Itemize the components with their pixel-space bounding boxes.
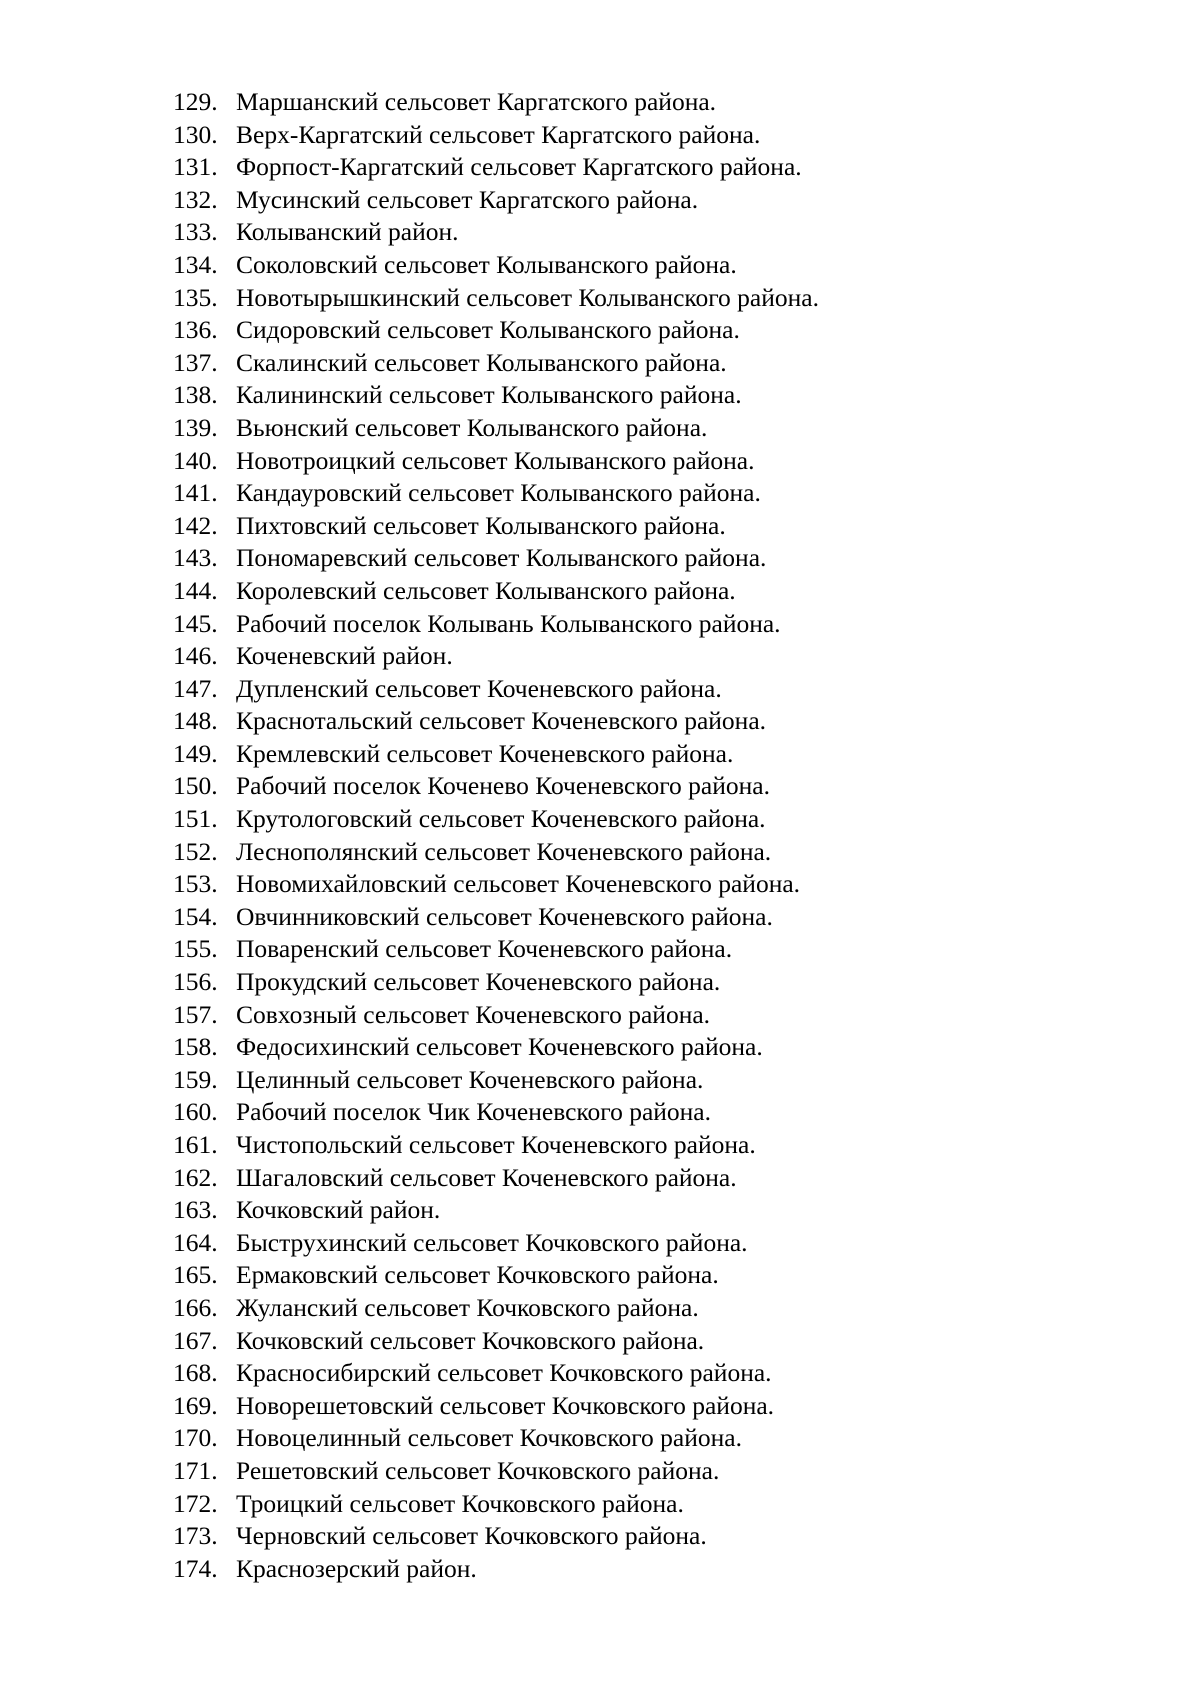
item-text: Дупленский сельсовет Коченевского района. [236, 673, 722, 703]
list-item [173, 1096, 1153, 1129]
item-number: 136. [173, 315, 218, 345]
list-item [173, 1064, 1153, 1097]
list-item [173, 575, 1153, 608]
item-text: Поваренский сельсовет Коченевского района. [236, 934, 733, 964]
item-number: 131. [173, 152, 218, 182]
list-item [173, 379, 1153, 412]
item-text: Шагаловский сельсовет Коченевского района. [236, 1162, 737, 1192]
item-text: Федосихинский сельсовет Коченевского района. [236, 1032, 763, 1062]
item-number: 142. [173, 510, 218, 540]
list-item [173, 542, 1153, 575]
list-item [173, 86, 1153, 119]
item-text: Чистопольский сельсовет Коченевского района. [236, 1130, 756, 1159]
item-number: 166. [173, 1292, 218, 1322]
list-item [173, 1390, 1153, 1423]
item-number: 159. [173, 1064, 218, 1094]
list-item [173, 836, 1153, 869]
item-text: Пономаревский сельсовет Колыванского района. [236, 543, 767, 573]
item-number: 137. [173, 347, 218, 377]
item-text: Рабочий поселок Колывань Колыванского района. [236, 608, 781, 638]
item-text: Жуланский сельсовет Кочковского района. [236, 1292, 699, 1322]
item-number: 174. [173, 1553, 218, 1583]
item-text: Скалинский сельсовет Колыванского района. [236, 347, 727, 377]
item-number: 143. [173, 543, 218, 573]
list-item [173, 1031, 1153, 1064]
item-number: 133. [173, 217, 218, 247]
item-number: 167. [173, 1325, 218, 1355]
list-item [173, 1553, 1153, 1586]
item-text: Овчинниковский сельсовет Коченевского района. [236, 901, 773, 931]
item-number: 155. [173, 934, 218, 964]
list-item [173, 1227, 1153, 1260]
item-text: Кочковский сельсовет Кочковского района. [236, 1325, 705, 1355]
item-number: 172. [173, 1488, 218, 1518]
list-item [173, 1488, 1153, 1521]
item-text: Кремлевский сельсовет Коченевского района. [236, 738, 734, 768]
list-item [173, 933, 1153, 966]
list-item [173, 1194, 1153, 1227]
item-text: Колыванский район. [236, 217, 459, 247]
numbered-list [173, 86, 1153, 1585]
list-item [173, 999, 1153, 1032]
list-item [173, 673, 1153, 706]
item-number: 146. [173, 641, 218, 671]
item-text: Ермаковский сельсовет Кочковского района. [236, 1260, 719, 1290]
list-item [173, 901, 1153, 934]
item-number: 147. [173, 673, 218, 703]
item-number: 158. [173, 1032, 218, 1062]
item-text: Соколовский сельсовет Колыванского района. [236, 249, 737, 279]
item-number: 140. [173, 445, 218, 475]
item-text: Троицкий сельсовет Кочковского района. [236, 1488, 684, 1518]
item-number: 168. [173, 1358, 218, 1388]
item-number: 152. [173, 836, 218, 866]
item-number: 153. [173, 869, 218, 899]
item-number: 148. [173, 706, 218, 736]
item-text: Рабочий поселок Чик Коченевского района. [236, 1097, 711, 1127]
item-text: Пихтовский сельсовет Колыванского района. [236, 510, 726, 540]
list-item [173, 314, 1153, 347]
list-item [173, 770, 1153, 803]
list-item [173, 1292, 1153, 1325]
item-text: Новомихайловский сельсовет Коченевского района. [236, 869, 801, 899]
item-number: 150. [173, 771, 218, 801]
item-number: 163. [173, 1195, 218, 1225]
item-number: 138. [173, 380, 218, 410]
item-number: 161. [173, 1130, 218, 1159]
item-number: 173. [173, 1521, 218, 1551]
item-number: 160. [173, 1097, 218, 1127]
list-item [173, 738, 1153, 771]
list-item [173, 1129, 1153, 1162]
item-number: 162. [173, 1162, 218, 1192]
list-item [173, 347, 1153, 380]
item-text: Совхозный сельсовет Коченевского района. [236, 999, 711, 1029]
item-number: 156. [173, 967, 218, 997]
item-text: Маршанский сельсовет Каргатского района. [236, 87, 717, 116]
list-item [173, 510, 1153, 543]
item-text: Кочковский район. [236, 1195, 441, 1225]
item-number: 169. [173, 1390, 218, 1420]
list-item [173, 282, 1153, 315]
item-number: 151. [173, 804, 218, 834]
item-text: Краснозерский район. [236, 1553, 477, 1583]
item-number: 170. [173, 1423, 218, 1453]
list-item [173, 803, 1153, 836]
list-item [173, 640, 1153, 673]
item-number: 154. [173, 901, 218, 931]
item-text: Кандауровский сельсовет Колыванского района. [236, 478, 761, 508]
list-item [173, 705, 1153, 738]
list-item [173, 1422, 1153, 1455]
item-text: Прокудский сельсовет Коченевского района. [236, 967, 721, 997]
list-item [173, 1520, 1153, 1553]
list-item [173, 1455, 1153, 1488]
list-item [173, 119, 1153, 152]
item-text: Калининский сельсовет Колыванского района. [236, 380, 742, 410]
list-item [173, 1259, 1153, 1292]
item-text: Целинный сельсовет Коченевского района. [236, 1064, 704, 1094]
item-text: Быструхинский сельсовет Кочковского района. [236, 1227, 748, 1257]
list-item [173, 1325, 1153, 1358]
item-text: Вьюнский сельсовет Колыванского района. [236, 412, 708, 442]
item-text: Новоцелинный сельсовет Кочковского района. [236, 1423, 742, 1453]
item-text: Новотроицкий сельсовет Колыванского района. [236, 445, 755, 475]
item-text: Мусинский сельсовет Каргатского района. [236, 184, 699, 214]
item-number: 165. [173, 1260, 218, 1290]
item-number: 149. [173, 738, 218, 768]
item-text: Черновский сельсовет Кочковского района. [236, 1521, 707, 1551]
list-item [173, 608, 1153, 641]
list-item [173, 1162, 1153, 1195]
list-item [173, 184, 1153, 217]
item-text: Решетовский сельсовет Кочковского района. [236, 1455, 720, 1485]
list-item [173, 216, 1153, 249]
item-number: 144. [173, 575, 218, 605]
item-text: Коченевский район. [236, 641, 453, 671]
item-text: Красносибирский сельсовет Кочковского района. [236, 1358, 772, 1388]
item-number: 157. [173, 999, 218, 1029]
item-number: 134. [173, 249, 218, 279]
list-item [173, 477, 1153, 510]
item-text: Леснополянский сельсовет Коченевского района. [236, 836, 772, 866]
item-text: Крутологовский сельсовет Коченевского района. [236, 804, 766, 834]
list-item [173, 445, 1153, 478]
list-item [173, 966, 1153, 999]
item-text: Верх-Каргатский сельсовет Каргатского района. [236, 119, 761, 149]
item-text: Краснотальский сельсовет Коченевского района. [236, 706, 767, 736]
list-item [173, 249, 1153, 282]
list-item [173, 151, 1153, 184]
item-text: Форпост-Каргатский сельсовет Каргатского района. [236, 152, 802, 182]
item-number: 129. [173, 87, 218, 116]
item-number: 171. [173, 1455, 218, 1485]
item-number: 164. [173, 1227, 218, 1257]
list-item [173, 1357, 1153, 1390]
item-number: 135. [173, 282, 218, 312]
item-number: 132. [173, 184, 218, 214]
item-text: Рабочий поселок Коченево Коченевского района. [236, 771, 770, 801]
item-text: Новотырышкинский сельсовет Колыванского района. [236, 282, 819, 312]
item-number: 141. [173, 478, 218, 508]
item-number: 139. [173, 412, 218, 442]
item-text: Сидоровский сельсовет Колыванского района. [236, 315, 740, 345]
list-item [173, 412, 1153, 445]
item-text: Королевский сельсовет Колыванского района. [236, 575, 736, 605]
item-number: 145. [173, 608, 218, 638]
item-number: 130. [173, 119, 218, 149]
item-text: Новорешетовский сельсовет Кочковского района. [236, 1390, 775, 1420]
list-item [173, 868, 1153, 901]
